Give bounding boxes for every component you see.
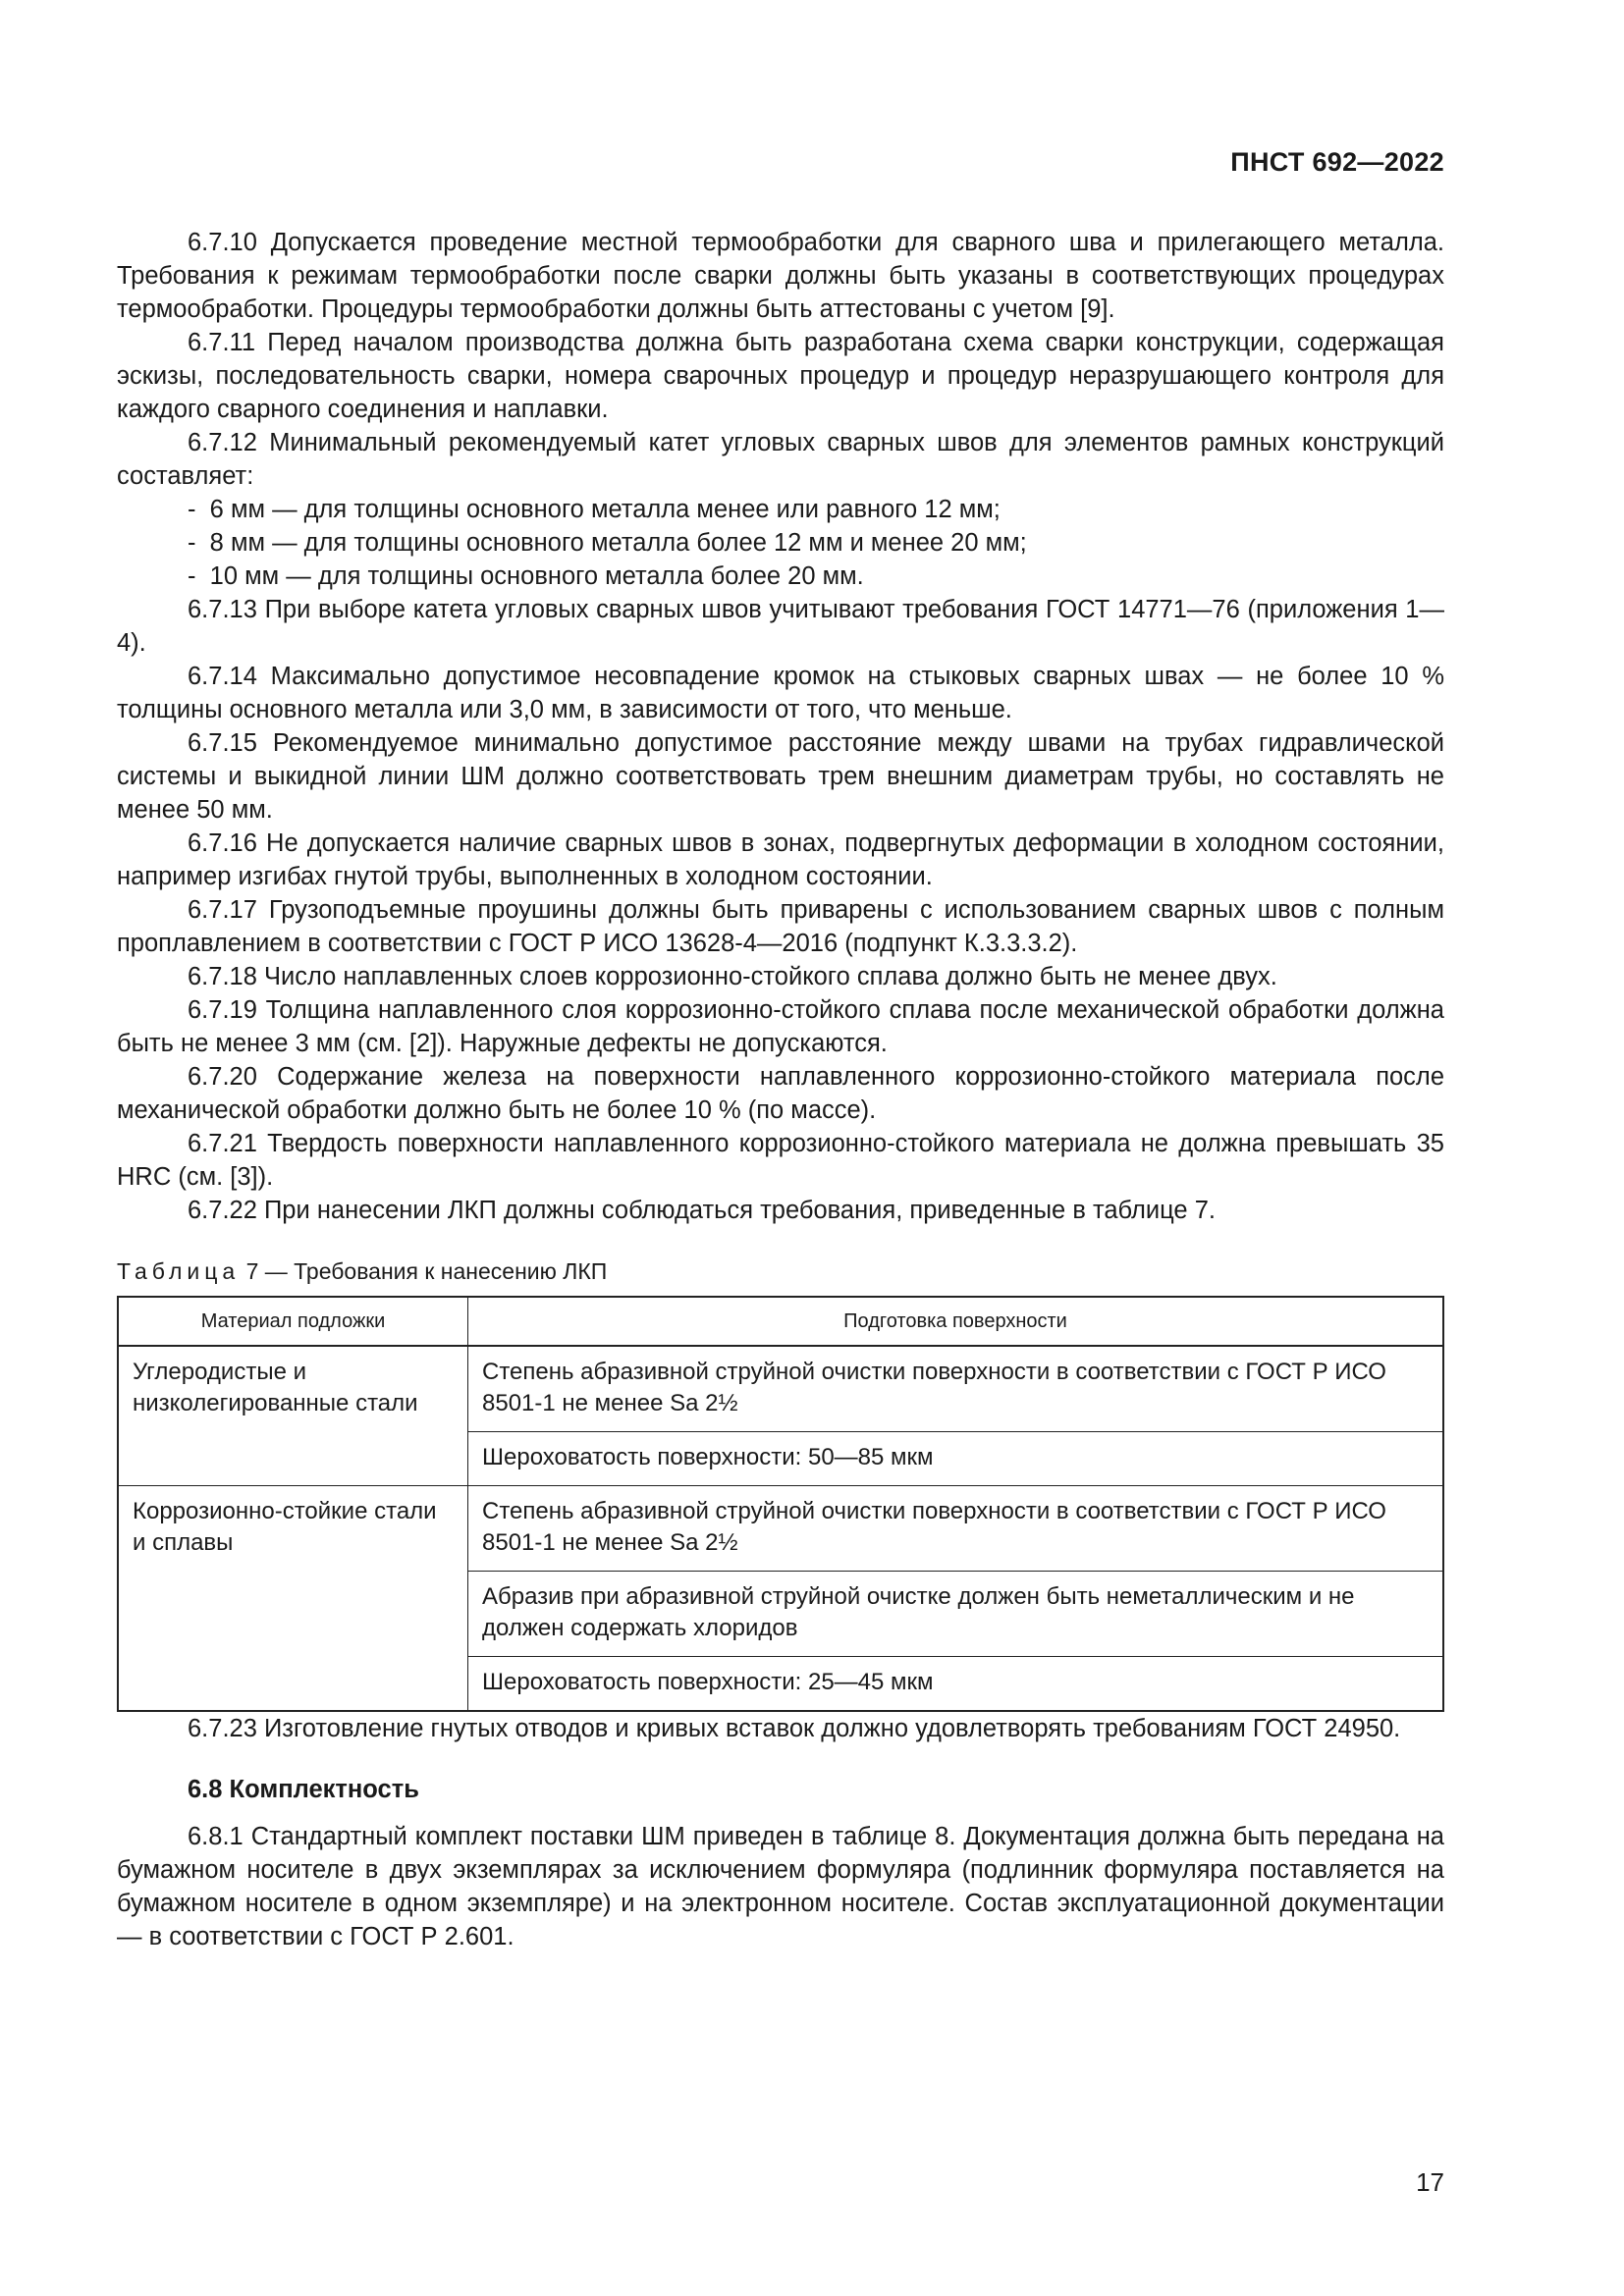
section-heading: 6.8 Комплектность (188, 1776, 419, 1803)
column-header-material: Материал подложки (118, 1297, 468, 1346)
preparation-cell: Степень абразивной струйной очистки поверхности в соответствии с ГОСТ Р ИСО 8501-1 не менее Sa 2½ (468, 1486, 1444, 1572)
requirements-table (117, 1296, 1444, 1712)
table-caption (117, 1255, 1444, 1288)
weld-leg-list (117, 493, 1444, 593)
document-code-header: ПНСТ 692—2022 (1230, 147, 1444, 177)
list-item: - 8 мм — для толщины основного металла более 12 мм и менее 20 мм; (188, 526, 1444, 560)
paragraph-6-7-15: 6.7.15 Рекомендуемое минимально допустимое расстояние между швами на трубах гидравлической системы и выкидной линии ШМ должно соответствовать трем внешним диаметрам трубы, но составлять не менее 50 мм. (117, 729, 1444, 824)
document-body (117, 226, 1444, 1953)
material-cell: Коррозионно-стойкие стали и сплавы (118, 1486, 468, 1712)
paragraph-6-7-18: 6.7.18 Число наплавленных слоев коррозионно-стойкого сплава должно быть не менее двух. (188, 963, 1277, 990)
table-row (118, 1346, 1443, 1432)
paragraph-6-7-10: 6.7.10 Допускается проведение местной термообработки для сварного шва и прилегающего металла. Требования к режимам термообработки после сварки должны быть указаны в соответствующих процедурах термообработки. Процедуры термообработки должны быть аттестованы с учетом [9]. (117, 229, 1444, 323)
paragraph-6-7-13: 6.7.13 При выборе катета угловых сварных швов учитывают требования ГОСТ 14771—76 (приложения 1—4). (117, 596, 1444, 657)
list-item: - 10 мм — для толщины основного металла более 20 мм. (188, 560, 1444, 593)
table-header-row (118, 1297, 1443, 1346)
paragraph-6-7-11: 6.7.11 Перед началом производства должна быть разработана схема сварки конструкции, содержащая эскизы, последовательность сварки, номера сварочных процедур и процедур неразрушающего контроля для каждого сварного соединения и наплавки. (117, 329, 1444, 423)
preparation-cell: Абразив при абразивной струйной очистке должен быть неметаллическим и не должен содержать хлоридов (468, 1572, 1444, 1657)
paragraph-6-7-16: 6.7.16 Не допускается наличие сварных швов в зонах, подвергнутых деформации в холодном состоянии, например изгибах гнутой трубы, выполненных в холодном состоянии. (117, 829, 1444, 890)
table-caption-word: Таблица (117, 1258, 241, 1284)
table-row (118, 1486, 1443, 1572)
paragraph-6-7-17: 6.7.17 Грузоподъемные проушины должны быть приварены с использованием сварных швов с полным проплавлением в соответствии с ГОСТ Р ИСО 13628-4—2016 (подпункт К.3.3.3.2). (117, 896, 1444, 957)
paragraph-6-7-23: 6.7.23 Изготовление гнутых отводов и кривых вставок должно удовлетворять требованиям ГОСТ 24950. (188, 1715, 1401, 1742)
preparation-cell: Степень абразивной струйной очистки поверхности в соответствии с ГОСТ Р ИСО 8501-1 не менее Sa 2½ (468, 1346, 1444, 1432)
paragraph-6-8-1: 6.8.1 Стандартный комплект поставки ШМ приведен в таблице 8. Документация должна быть передана на бумажном носителе в двух экземплярах за исключением формуляра (подлинник формуляра поставляется на бумажном носителе в одном экземпляре) и на электронном носителе. Состав эксплуатационной документации — в соответствии с ГОСТ Р 2.601. (117, 1823, 1444, 1950)
paragraph-6-7-14: 6.7.14 Максимально допустимое несовпадение кромок на стыковых сварных швах — не более 10 % толщины основного металла или 3,0 мм, в зависимости от того, что меньше. (117, 663, 1444, 723)
list-item: - 6 мм — для толщины основного металла менее или равного 12 мм; (188, 493, 1444, 526)
paragraph-6-7-21: 6.7.21 Твердость поверхности наплавленного коррозионно-стойкого материала не должна превышать 35 HRC (см. [3]). (117, 1130, 1444, 1191)
paragraph-6-7-19: 6.7.19 Толщина наплавленного слоя коррозионно-стойкого сплава после механической обработки должна быть не менее 3 мм (см. [2]). Наружные дефекты не допускаются. (117, 996, 1444, 1057)
table-caption-text: 7 — Требования к нанесению ЛКП (245, 1258, 608, 1284)
page-number: 17 (1416, 2167, 1444, 2197)
preparation-cell: Шероховатость поверхности: 25—45 мкм (468, 1657, 1444, 1712)
paragraph-6-7-22: 6.7.22 При нанесении ЛКП должны соблюдаться требования, приведенные в таблице 7. (188, 1197, 1216, 1224)
preparation-cell: Шероховатость поверхности: 50—85 мкм (468, 1432, 1444, 1486)
material-cell: Углеродистые и низколегированные стали (118, 1346, 468, 1486)
column-header-preparation: Подготовка поверхности (468, 1297, 1444, 1346)
paragraph-6-7-20: 6.7.20 Содержание железа на поверхности наплавленного коррозионно-стойкого материала после механической обработки должно быть не более 10 % (по массе). (117, 1063, 1444, 1124)
paragraph-6-7-12: 6.7.12 Минимальный рекомендуемый катет угловых сварных швов для элементов рамных конструкций составляет: (117, 429, 1444, 490)
